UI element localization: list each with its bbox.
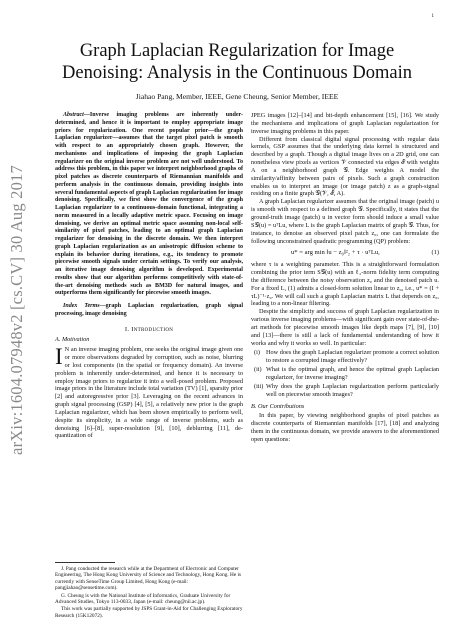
question-text: What is the optimal graph, and hence the optimal graph Laplacian regularizer, for inverse imaging? — [266, 366, 439, 381]
question-label: (i) — [254, 349, 260, 357]
question-text: How does the graph Laplacian regularizer promote a correct solution to restore a corrupted image effectively? — [266, 349, 439, 365]
question-label: (ii) — [254, 366, 262, 374]
footnote-affiliation-cheung: G. Cheung is with the National Institute of Informatics, Graduate University for Advanced Studies, Tokyo 113-0033, Japan (e-mail: cheung@nii.ac.jp). — [55, 592, 231, 606]
abstract-label: Abstract — [63, 112, 84, 118]
intro-text: N an inverse imaging problem, one seeks the original image given one or more observations degraded by corruption, such as noise, blurring or lost components (in the spatial or frequency domain). An inverse problem is inherently under-determined, and hence it is necessary to employ image priors to regularize it into a well-posed problem. Proposed image priors in the literature include total variation (TV) [1], sparsity prior [2] and autoregressive prior [3]. Leveraging on the recent advances in graph signal processing (GSP) [4], [5], a relatively new prior is the graph Laplacian regularizer, which has been shown empirically to perform well, despite its simplicity, in a wide range of inverse problems, such as denoising [6]–[8], super-resolution [9], [10], deblurring [11], de-quantization of — [55, 346, 243, 440]
arxiv-identifier: arXiv:1604.07948v2 [cs.CV] 30 Aug 2017 — [7, 165, 26, 455]
paper-authors: Jiahao Pang, Member, IEEE, Gene Cheung, Senior Member, IEEE — [135, 92, 339, 101]
index-terms-text: —graph Laplacian regularization, graph signal processing, image denoising — [55, 303, 244, 317]
question-item — [251, 383, 439, 399]
question-text: Why does the graph Laplacian regularization perform particularly well on piecewise smooth images? — [266, 382, 439, 398]
body-paragraph: JPEG images [12]–[14] and bit-depth enhancement [15], [16]. We study the mechanisms and implications of graph Laplacian regularization for inverse imaging problems in this paper. — [251, 112, 439, 135]
intro-paragraph — [55, 346, 243, 440]
index-terms-label: Index Terms — [63, 303, 100, 309]
index-terms — [55, 303, 243, 319]
footnote-affiliation-pang: J. Pang conducted the research while at the Department of Electronic and Computer Engineering, The Hong Kong University of Science and Technology, Hong Kong. He is currently with SenseTime Group Limited, Hong Kong (e-mail: pangjiahao@sensetime.com). — [55, 566, 242, 592]
subsection-heading-motivation: A. Motivation — [55, 336, 90, 344]
paper-title: Graph Laplacian Regularization for Image Denoising: Analysis in the Continuous Domain — [62, 41, 412, 83]
question-list — [251, 349, 439, 398]
body-paragraph: where τ is a weighting parameter. This is a straightforward formulation combining the prior term S𝒢(u) with an ℓ₂-norm fidelity term computing the difference between the noisy observation z₀ and the denoised patch u. For a fixed L, (1) admits a closed-form solution linear to z₀, i.e., u* = (I + τL)⁻¹·z₀. We will call such a graph Laplacian matrix L that depends on z₀, leading to a non-linear filtering. — [251, 261, 439, 308]
left-column — [55, 112, 243, 440]
question-item — [251, 366, 439, 382]
footnote-rule — [55, 562, 115, 563]
section-heading-introduction: I. Introduction — [124, 325, 174, 333]
question-label: (iii) — [254, 382, 264, 390]
equation-1 — [251, 249, 439, 257]
body-paragraph: Different from classical digital signal processing with regular data kernels, GSP assumes that the underlying data kernel is structured and described by a graph. Though a digital image lives on a 2D grid, one can nonetheless view pixels as vertices 𝒱 connected via edges ℰ with weights A on a neighborhood graph 𝒢. Edge weights A model the similarity/affinity between pairs of pixels. Such a graph construction enables us to interpret an image (or image patch) z as a graph-signal residing on a finite graph 𝒢(𝒱, ℰ, A). — [251, 135, 439, 198]
footnote-funding: This work was partially supported by JSPS Grant-in-Aid for Challenging Exploratory Research (15K12072). — [55, 606, 243, 619]
right-column — [251, 112, 439, 444]
arxiv-sidebar — [6, 80, 28, 540]
footnotes — [55, 562, 243, 620]
subsection-heading-contributions: B. Our Contributions — [251, 402, 305, 410]
abstract — [55, 112, 243, 298]
equation-body: u* = arg min ‖u − z₀‖²₂ + τ · uᵀLu, — [291, 249, 380, 257]
page-number: 1 — [431, 14, 434, 19]
abstract-text: —Inverse imaging problems are inherently under-determined, and hence it is important to employ appropriate image priors for regularization. One recent popular prior—the graph Laplacian regularizer—assumes that the target pixel patch is smooth with respect to an appropriately chosen graph. However, the mechanisms and implications of imposing the graph Laplacian regularizer on the original inverse problem are not well understood. To address this problem, in this paper we interpret neighborhood graphs of pixel patches as discrete counterparts of Riemannian manifolds and perform analysis in the continuous domain, providing insights into several fundamental aspects of graph Laplacian regularization for image denoising. Specifically, we first show the convergence of the graph Laplacian regularizer to a continuous-domain functional, integrating a norm measured in a locally adaptive metric space. Focusing on image denoising, we derive an optimal metric space assuming non-local self-similarity of pixel patches, leading to an optimal graph Laplacian regularizer for denoising in the discrete domain. We then interpret graph Laplacian regularization as an anisotropic diffusion scheme to explain its behavior during iterations, e.g., its tendency to promote piecewise smooth signals under certain settings. To verify our analysis, an iterative image denoising algorithm is developed. Experimental results show that our algorithm performs competitively with state-of-the-art denoising methods such as BM3D for natural images, and outperforms them significantly for piecewise smooth images. — [55, 112, 243, 297]
drop-cap: I — [55, 344, 63, 370]
body-paragraph: A graph Laplacian regularizer assumes that the original image (patch) u is smooth with respect to a defined graph 𝒢. Specifically, it states that the ground-truth image (patch) u in vector form should induce a small value S𝒢(u) = uᵀLu, where L is the graph Laplacian matrix of graph 𝒢. Thus, for instance, to denoise an observed pixel patch z₀, one can formulate the following unconstrained quadratic programming (QP) problem: — [251, 198, 439, 245]
question-item — [251, 349, 439, 365]
body-paragraph: Despite the simplicity and success of graph Laplacian regularization in various inverse imaging problems—with significant gain over state-of-the-art methods for piecewise smooth images like depth maps [7], [9], [10] and [13]—there is still a lack of fundamental understanding of how it works and why it works so well. In particular: — [251, 308, 439, 347]
body-paragraph: In this paper, by viewing neighborhood graphs of pixel patches as discrete counterparts of Riemannian manifolds [17], [18] and analyzing them in the continuous domain, we provide answers to the aforementioned open questions: — [251, 412, 439, 443]
equation-number: (1) — [431, 249, 439, 257]
